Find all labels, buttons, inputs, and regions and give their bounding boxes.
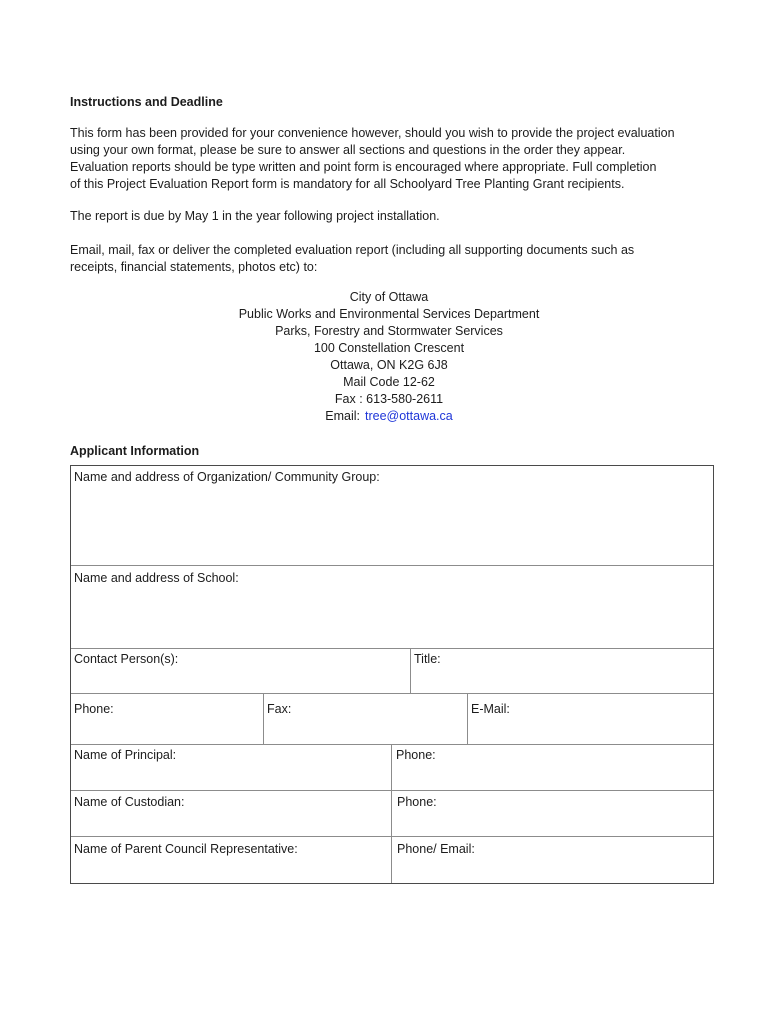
parent-rep-label: Name of Parent Council Representative: bbox=[74, 842, 298, 856]
instructions-heading: Instructions and Deadline bbox=[70, 95, 223, 109]
instructions-line-3: Evaluation reports should be type written and point form is encouraged where appropriate. Full completion bbox=[70, 160, 657, 174]
parent-rep-field[interactable] bbox=[71, 837, 392, 883]
contact-person-field[interactable] bbox=[71, 649, 411, 694]
custodian-field[interactable] bbox=[71, 791, 392, 837]
custodian-phone-field[interactable] bbox=[392, 791, 713, 837]
title-field[interactable] bbox=[411, 649, 713, 694]
phone-label: Phone: bbox=[74, 702, 114, 716]
address-line-department: Public Works and Environmental Services Department bbox=[238, 307, 540, 321]
address-email-line bbox=[70, 409, 708, 423]
email-link[interactable]: tree@ottawa.ca bbox=[365, 409, 453, 423]
email-field[interactable] bbox=[468, 694, 713, 745]
address-line-city: Ottawa, ON K2G 6J8 bbox=[330, 358, 448, 372]
address-line-mail-code: Mail Code 12-62 bbox=[343, 375, 435, 389]
title-label: Title: bbox=[414, 652, 441, 666]
parent-rep-contact-label: Phone/ Email: bbox=[397, 842, 475, 856]
principal-label: Name of Principal: bbox=[74, 748, 177, 762]
school-label: Name and address of School: bbox=[74, 571, 239, 585]
principal-phone-label: Phone: bbox=[396, 748, 436, 762]
school-field[interactable] bbox=[71, 566, 713, 649]
address-line-org: City of Ottawa bbox=[349, 290, 429, 304]
due-date-text: The report is due by May 1 in the year following project installation. bbox=[70, 209, 440, 223]
fax-label: Fax: bbox=[267, 702, 292, 716]
instructions-line-2: using your own format, please be sure to answer all sections and questions in the order they appear. bbox=[70, 143, 626, 157]
custodian-label: Name of Custodian: bbox=[74, 795, 185, 809]
instructions-line-4: of this Project Evaluation Report form is mandatory for all Schoolyard Tree Planting Grant recipients. bbox=[70, 177, 625, 191]
organization-field[interactable] bbox=[71, 466, 713, 566]
organization-label: Name and address of Organization/ Community Group: bbox=[74, 470, 380, 484]
principal-phone-field[interactable] bbox=[392, 745, 713, 791]
instructions-line-1: This form has been provided for your convenience however, should you wish to provide the project evaluation bbox=[70, 126, 675, 140]
address-line-fax: Fax : 613-580-2611 bbox=[334, 392, 444, 406]
contact-person-label: Contact Person(s): bbox=[74, 652, 179, 666]
email-label: E-Mail: bbox=[471, 702, 510, 716]
applicant-information-heading: Applicant Information bbox=[70, 444, 200, 458]
custodian-phone-label: Phone: bbox=[397, 795, 437, 809]
submission-line-2: receipts, financial statements, photos etc) to: bbox=[70, 260, 318, 274]
applicant-information-table bbox=[70, 465, 714, 884]
parent-rep-contact-field[interactable] bbox=[392, 837, 713, 883]
address-line-street: 100 Constellation Crescent bbox=[313, 341, 465, 355]
address-email-label: Email: bbox=[325, 409, 360, 423]
fax-field[interactable] bbox=[264, 694, 468, 745]
address-line-branch: Parks, Forestry and Stormwater Services bbox=[275, 324, 503, 338]
submission-line-1: Email, mail, fax or deliver the completed evaluation report (including all supporting documents such as bbox=[70, 243, 635, 257]
phone-field[interactable] bbox=[71, 694, 264, 745]
principal-field[interactable] bbox=[71, 745, 392, 791]
